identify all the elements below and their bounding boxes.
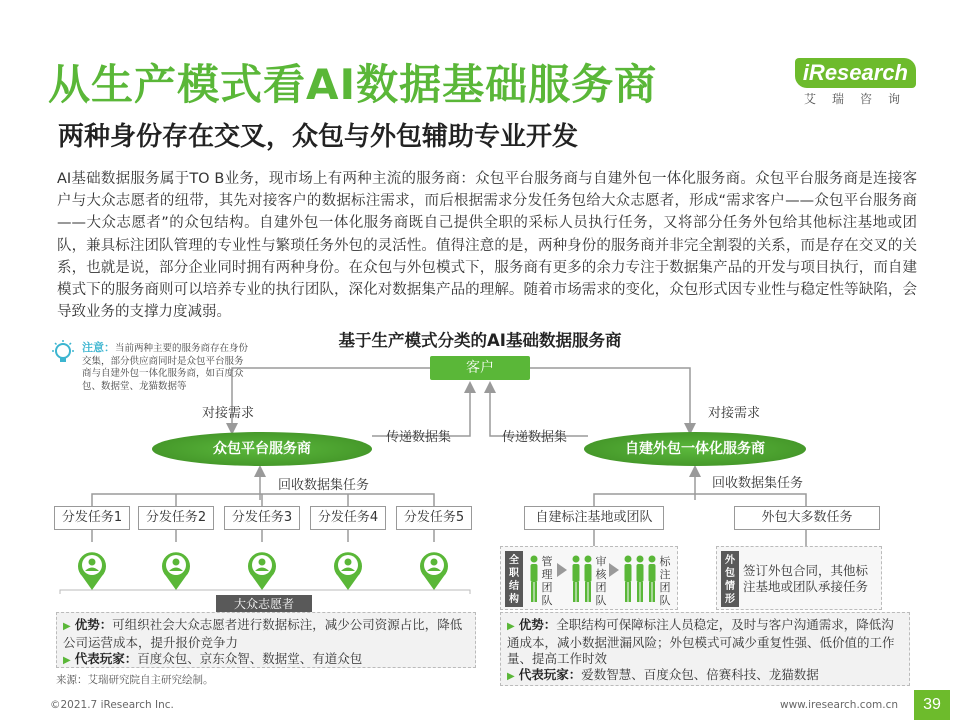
right-advantage-panel xyxy=(500,612,910,686)
edge-label-right-demand: 对接需求 xyxy=(708,406,761,421)
bullet-arrow-icon: ▶ xyxy=(507,621,515,632)
volunteers-label: 大众志愿者 xyxy=(216,595,312,613)
person-pin-icon xyxy=(76,550,108,590)
person-pin-icon xyxy=(332,550,364,590)
edge-label-left-deliver: 传递数据集 xyxy=(386,430,452,445)
edge-label-right-deliver: 传递数据集 xyxy=(502,430,568,445)
standing-person-icon xyxy=(571,555,593,603)
self-built-outsource-node: 自建外包一体化服务商 xyxy=(584,432,806,466)
edge-label-left-collect: 回收数据集任务 xyxy=(278,478,370,493)
standing-person-icon xyxy=(623,555,657,603)
self-built-team-box: 自建标注基地或团队 xyxy=(524,506,664,530)
client-box: 客户 xyxy=(430,356,530,380)
task-box: 分发任务3 xyxy=(224,506,300,530)
left-adv-label: 优势： xyxy=(74,617,113,632)
page-subtitle: 两种身份存在交叉，众包与外包辅助专业开发 xyxy=(58,122,579,152)
outsource-situation-label: 外包情形 xyxy=(721,551,739,607)
fulltime-label: 全职结构 xyxy=(505,551,523,607)
edge-label-left-demand: 对接需求 xyxy=(202,406,255,421)
footer-url[interactable]: www.iresearch.com.cn xyxy=(779,699,898,711)
logo-tagline: 艾瑞咨询 xyxy=(803,92,916,106)
team-annotation: 标注团队 xyxy=(659,555,671,607)
left-players-text: 百度众包、京东众智、数据堂、有道众包 xyxy=(137,651,363,666)
body-paragraph: AI基础数据服务属于TO B业务，现市场上有两种主流的服务商：众包平台服务商与自建外包一体化服务商。众包平台服务商是连接客户与大众志愿者的纽带，其先对接客户的数据标注需求，而后根据需求分发任务包给大众志愿者，形成“需求客户——众包平台服务商——大众志愿者”的众包结构。自建外包一体化服务商既自己提供全职的采标人员执行任务，又将部分任务外包给其他标注基地或团队，兼具标注团队管理的专业性与繁琐任务外包的灵活性。值得注意的是，两种身份的服务商并非完全割裂的关系，而是存在交叉的关系，也就是说，部分企业同时拥有两种身份。在众包与外包模式下，服务商有更多的余力专注于数据集产品的开发与项目执行，而自建模式下的服务商则可以培养专业的执行团队，深化对数据集产品的理解。随着市场需求的变化，众包形式因专业性与稳定性等缺陷，会导致业务的支撑力度减弱。 xyxy=(57,171,917,321)
edge-label-right-collect: 回收数据集任务 xyxy=(712,476,804,491)
outsource-situation-text: 签订外包合同，其他标注基地或团队承接任务 xyxy=(743,563,869,594)
arrow-right-icon xyxy=(557,563,567,577)
team-review: 审核团队 xyxy=(595,555,607,607)
source-note: 来源：艾瑞研究院自主研究绘制。 xyxy=(56,674,214,686)
right-players-label: 代表玩家： xyxy=(518,667,582,682)
crowdsourcing-platform-node: 众包平台服务商 xyxy=(152,432,372,466)
note-text: 当前两种主要的服务商存在身份交集，部分供应商同时是众包平台服务商与自建外包一体化服务商，如百度众包、数据堂、龙猫数据等 xyxy=(82,343,249,392)
right-adv-label: 优势： xyxy=(518,617,557,632)
bullet-arrow-icon: ▶ xyxy=(63,621,71,632)
team-management: 管理团队 xyxy=(541,555,553,607)
left-players-label: 代表玩家： xyxy=(74,651,138,666)
person-pin-icon xyxy=(160,550,192,590)
logo-brand: iResearch xyxy=(795,58,916,88)
person-pin-icon xyxy=(246,550,278,590)
outsource-situation-box xyxy=(716,546,882,610)
footer-copyright: ©2021.7 iResearch Inc. xyxy=(50,699,174,711)
task-box: 分发任务1 xyxy=(54,506,130,530)
task-box: 分发任务5 xyxy=(396,506,472,530)
left-adv-text: 可组织社会大众志愿者进行数据标注，减少公司资源占比，降低公司运营成本，提升报价竞争力 xyxy=(63,617,463,650)
person-pin-icon xyxy=(418,550,450,590)
bullet-arrow-icon: ▶ xyxy=(507,671,515,682)
standing-person-icon xyxy=(529,555,539,603)
outsource-box: 外包大多数任务 xyxy=(734,506,880,530)
right-adv-text: 全职结构可保障标注人员稳定，及时与客户沟通需求，降低沟通成本，减小数据泄漏风险；外包模式可减少重复性强、低价值的工作量、提高工作时效 xyxy=(507,617,895,666)
note-label: 注意： xyxy=(82,341,115,354)
page-number: 39 xyxy=(914,690,950,720)
left-advantage-panel xyxy=(56,612,476,668)
fulltime-structure-box xyxy=(500,546,678,610)
right-players-text: 爱数智慧、百度众包、倍赛科技、龙猫数据 xyxy=(581,667,819,682)
diagram-title: 基于生产模式分类的AI基础数据服务商 xyxy=(338,331,622,350)
arrow-right-icon xyxy=(609,563,619,577)
task-box: 分发任务2 xyxy=(138,506,214,530)
page-title: 从生产模式看AI数据基础服务商 xyxy=(48,60,658,109)
task-box: 分发任务4 xyxy=(310,506,386,530)
bullet-arrow-icon: ▶ xyxy=(63,655,71,666)
